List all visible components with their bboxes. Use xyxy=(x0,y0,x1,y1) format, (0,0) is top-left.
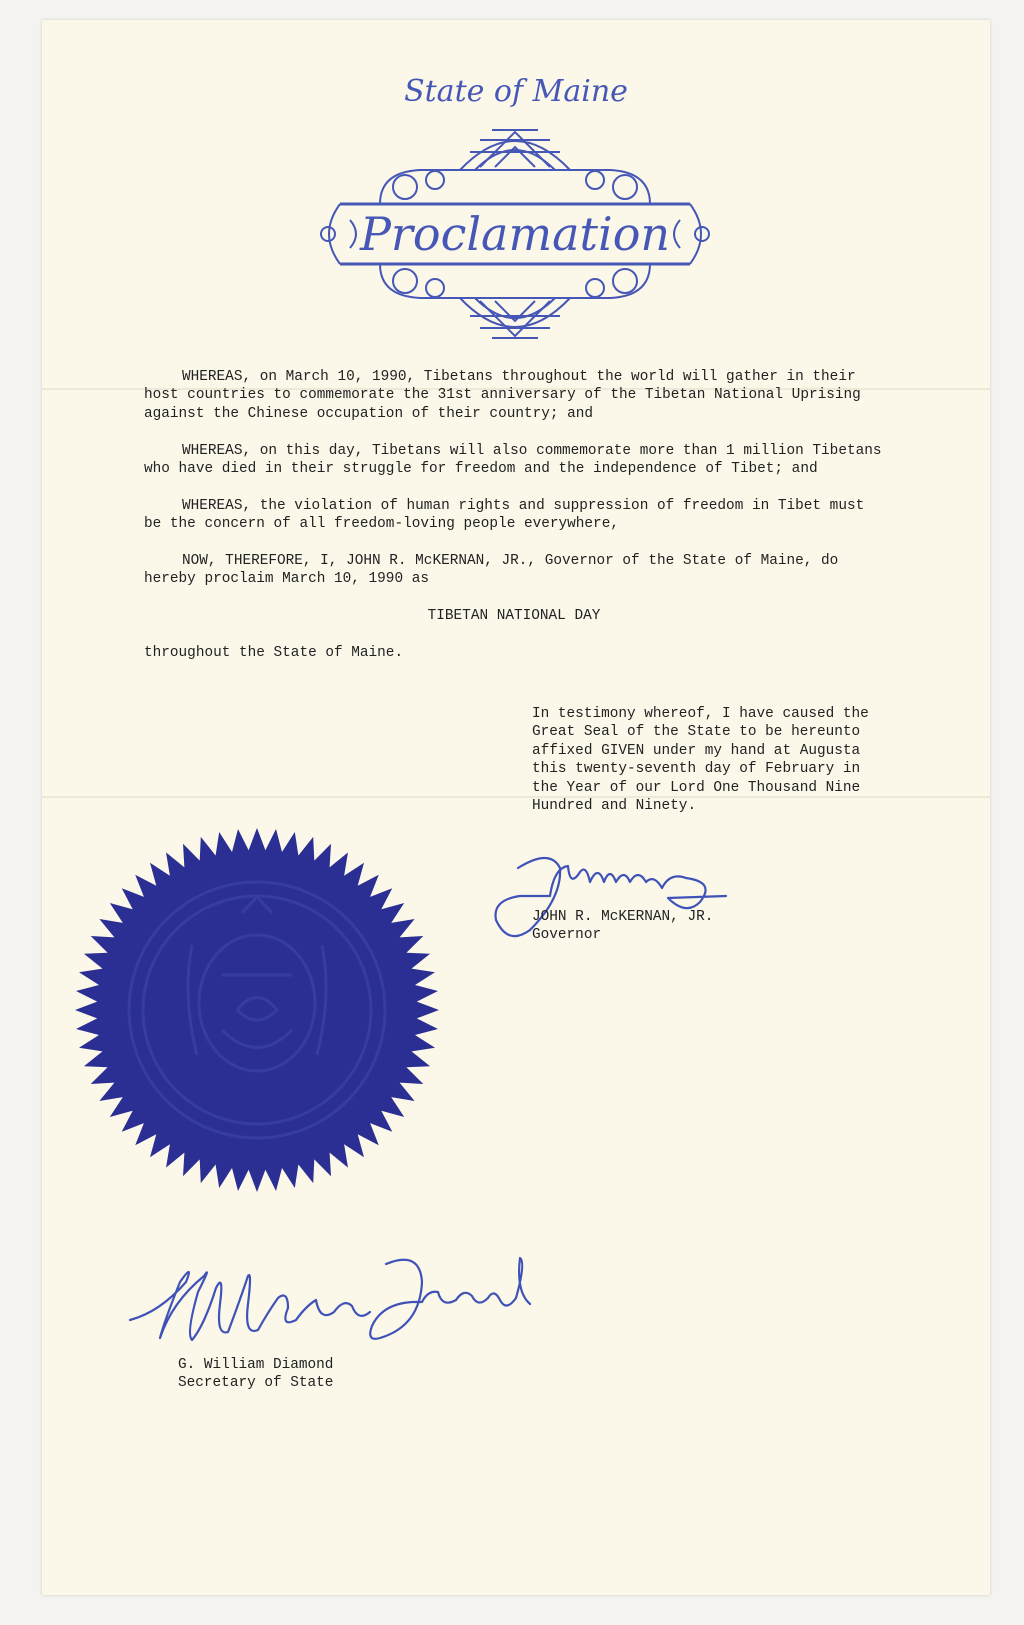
governor-title: Governor xyxy=(532,927,602,944)
secretary-title: Secretary of State xyxy=(178,1375,334,1392)
proclamation-title: Proclamation xyxy=(359,207,671,261)
proclamation-page xyxy=(42,20,990,1595)
governor-name: JOHN R. McKERNAN, JR. xyxy=(532,909,714,925)
now-therefore-paragraph: NOW, THEREFORE, I, JOHN R. McKERNAN, JR., Governor of the State of Maine, do hereby proclaim March 10, 1990 as xyxy=(144,553,839,588)
secretary-name: G. William Diamond xyxy=(178,1357,334,1373)
closing-line: throughout the State of Maine. xyxy=(144,645,404,662)
state-heading: State of Maine xyxy=(404,74,628,109)
governor-block xyxy=(532,908,713,945)
testimony-paragraph: In testimony whereof, I have caused the Great Seal of the State to be hereunto affixed GIVEN under my hand at Augusta this twenty-seventh day of February in the Year of our Lord One Thousand Nine Hundred and Ninety. xyxy=(532,706,869,815)
proclaimed-day: TIBETAN NATIONAL DAY xyxy=(427,608,601,625)
whereas-paragraph: WHEREAS, on this day, Tibetans will also commemorate more than 1 million Tibetans who have died in their struggle for freedom and the independence of Tibet; and xyxy=(144,442,882,478)
flourish-frame-icon xyxy=(310,112,720,348)
secretary-block xyxy=(178,1356,333,1393)
whereas-paragraph: WHEREAS, the violation of human rights and suppression of freedom in Tibet must be the concern of all freedom-loving people everywhere, xyxy=(144,497,865,533)
secretary-signature xyxy=(120,1242,540,1362)
great-seal-icon xyxy=(72,825,442,1195)
whereas-paragraph: WHEREAS, on March 10, 1990, Tibetans throughout the world will gather in their host countries to commemorate the 31st anniversary of the Tibetan National Uprising against the Chinese occupation of their country; and xyxy=(144,369,861,422)
proclamation-body xyxy=(144,368,884,681)
